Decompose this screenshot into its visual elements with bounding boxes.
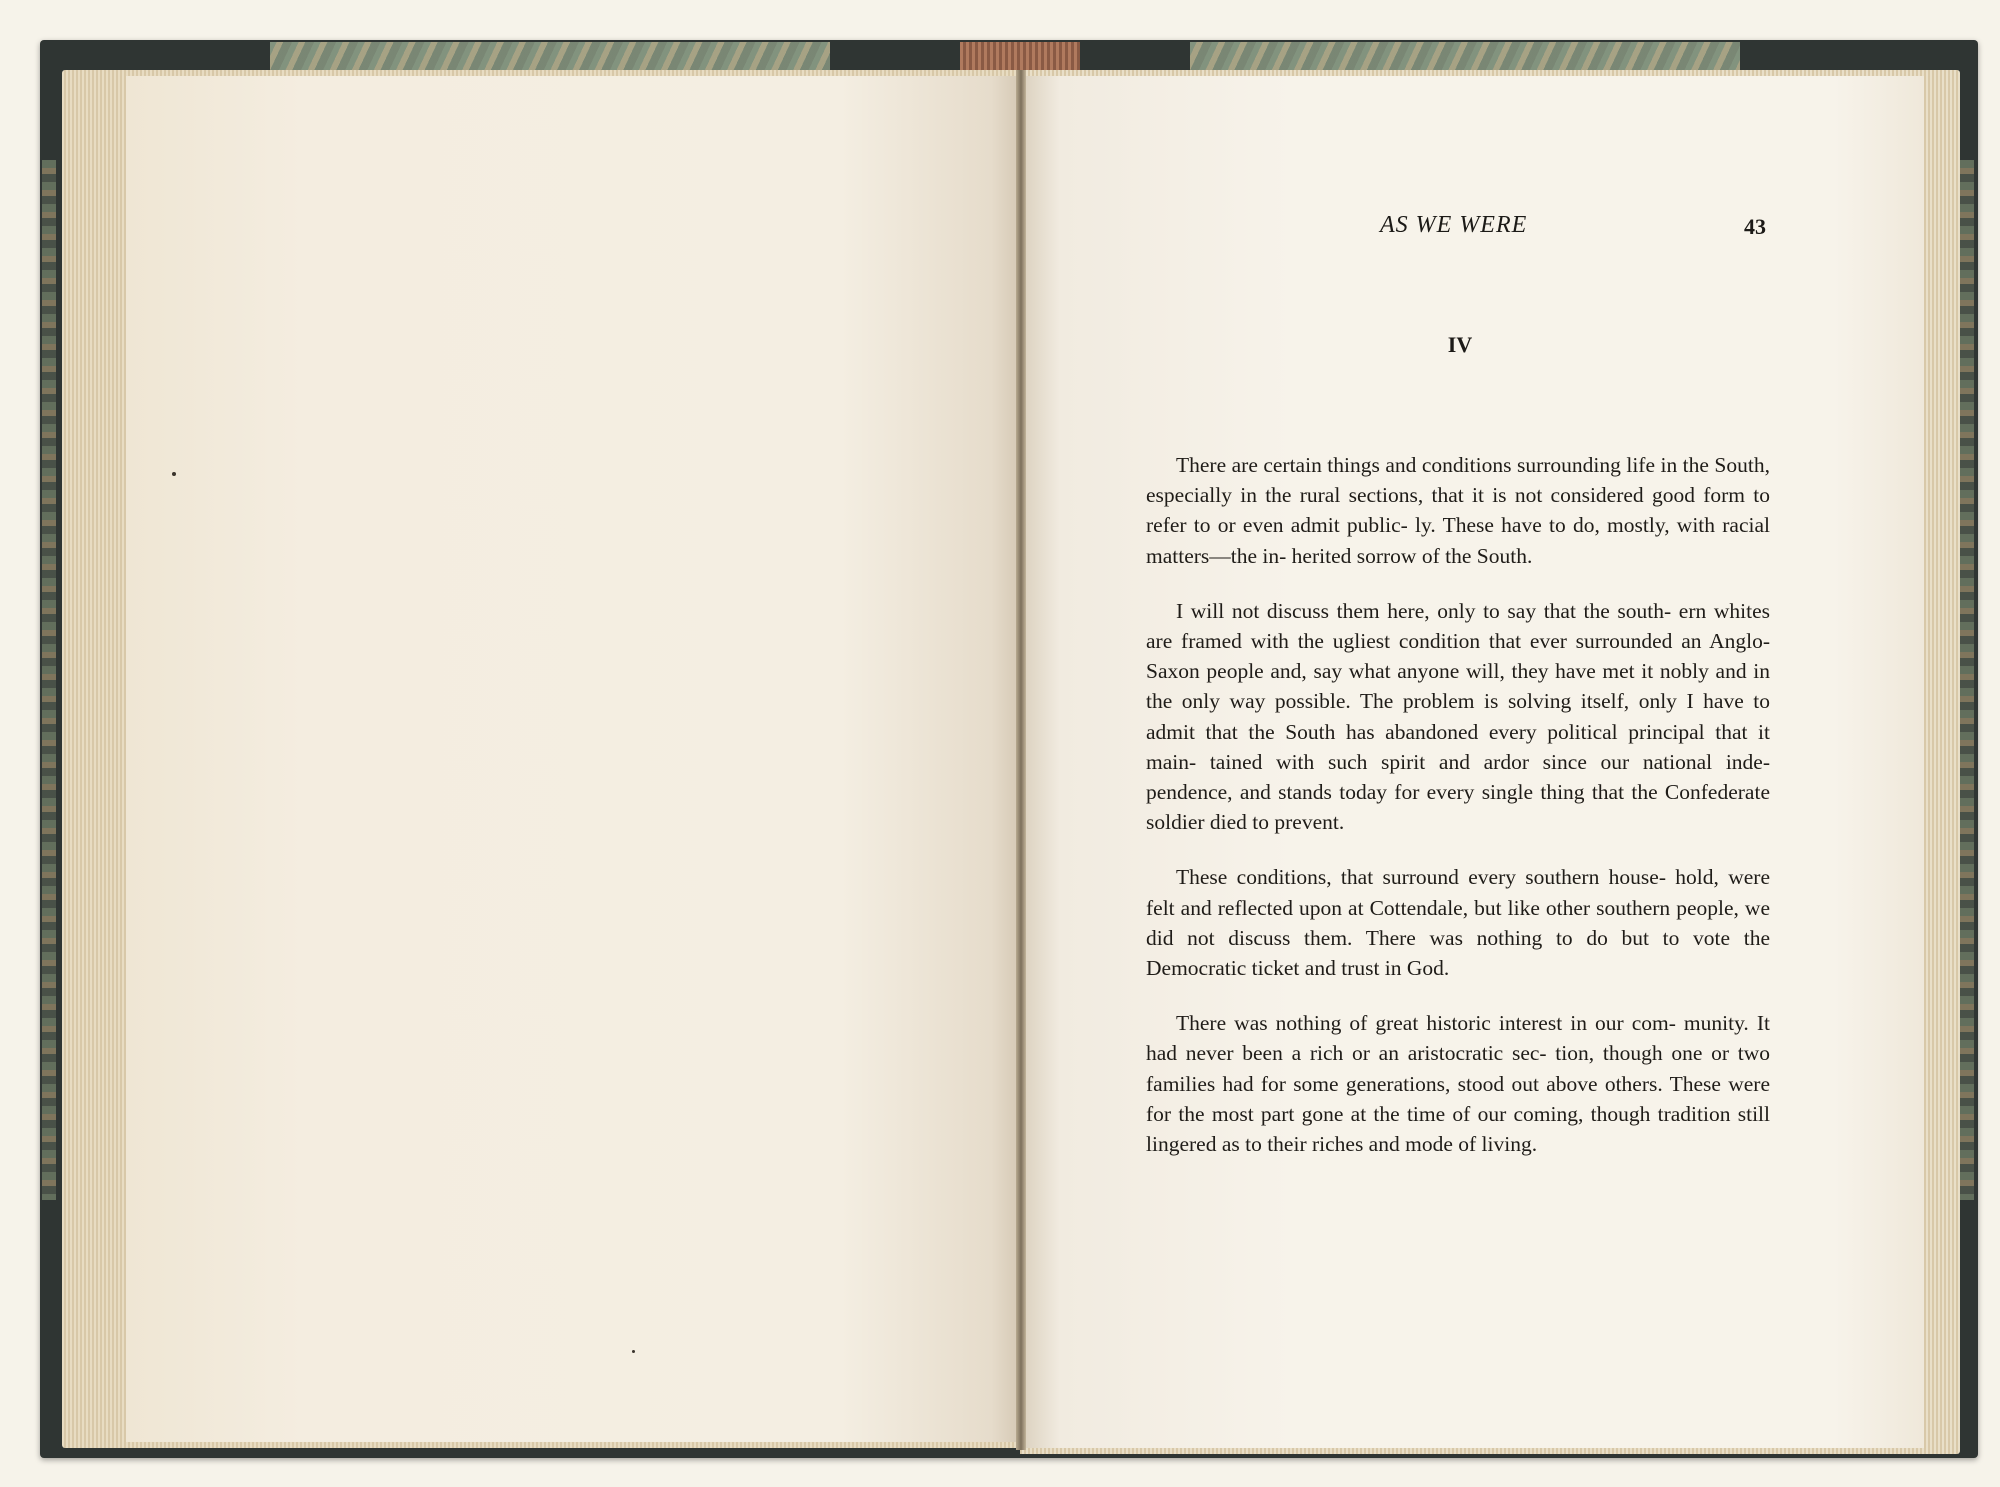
paragraph: There was nothing of great historic interest in our com- munity. It had never been a rich or an aristocratic sec- tion, though one or two families had for some generations, stood out above others. These were for the most part gone at the time of our coming, though tradition still lingered as to their riches and mode of living. bbox=[1146, 1011, 1770, 1157]
marbled-board-right bbox=[1190, 42, 1740, 72]
paragraph: There are certain things and conditions surrounding life in the South, especially in the rural sections, that it is not considered good form to refer to or even admit public- ly. These have to do, mostly, with racial matters—the in- herited sorrow of the South. bbox=[1146, 453, 1770, 568]
left-page bbox=[126, 76, 1018, 1442]
book-gutter bbox=[1016, 70, 1026, 1450]
body-text bbox=[1146, 450, 1770, 1184]
paragraph: I will not discuss them here, only to say that the south- ern whites are framed with the ugliest condition that ever surrounded an Anglo-Saxon people and, say what anyone will, they have met it nobly and in the only way possible. The problem is solving itself, only I have to admit that the South has abandoned every political principal that it main- tained with such spirit and ardor since our national inde- pendence, and stands today for every single thing that the Confederate soldier died to prevent. bbox=[1146, 598, 1770, 835]
running-title: AS WE WERE bbox=[1380, 212, 1528, 238]
paper-speck bbox=[632, 1350, 635, 1353]
paper-speck bbox=[172, 472, 176, 476]
spine-headband bbox=[960, 42, 1080, 70]
page-number: 43 bbox=[1744, 214, 1766, 239]
marbled-edge-left bbox=[42, 160, 56, 1200]
paragraph: These conditions, that surround every southern house- hold, were felt and reflected upon at Cottendale, but like other southern people, we did not discuss them. There was nothing to do but to vote the Democratic ticket and trust in God. bbox=[1146, 865, 1770, 981]
marbled-edge-right bbox=[1960, 160, 1974, 1200]
chapter-heading: IV bbox=[1447, 332, 1473, 357]
marbled-board-left bbox=[270, 42, 830, 72]
